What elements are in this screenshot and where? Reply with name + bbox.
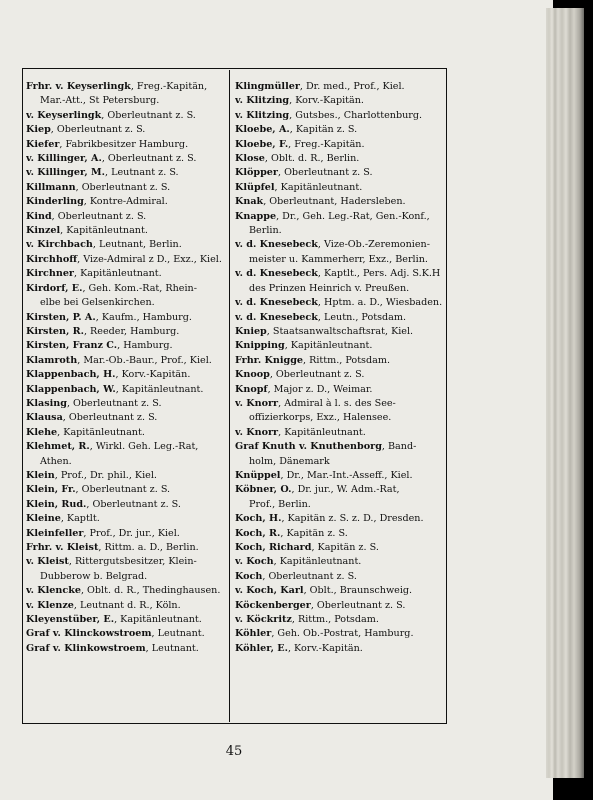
entry-name: Kirsten, P. A. bbox=[26, 311, 96, 323]
entry-name: Knoop bbox=[235, 369, 270, 381]
entry-details: , Kapitänleutnant. bbox=[278, 426, 366, 438]
entry bbox=[26, 238, 226, 252]
entry-name: Kirdorf, E. bbox=[26, 282, 83, 294]
entry-details: , Rittergutsbesitzer, Klein- bbox=[68, 556, 197, 568]
entry-name: v. d. Knesebeck bbox=[235, 239, 318, 251]
entry-name: Köckenberger bbox=[235, 599, 311, 611]
entry bbox=[26, 181, 226, 195]
entry-name: Kloebe, F. bbox=[235, 138, 289, 150]
entry-details: , Freg.-Kapitän. bbox=[288, 138, 365, 150]
entry-details: , Rittm., Potsdam. bbox=[303, 354, 390, 366]
page-number: 45 bbox=[225, 744, 243, 759]
entry bbox=[26, 440, 226, 454]
entry-details: , Oberleutnant z. S. bbox=[86, 498, 181, 510]
entry bbox=[26, 599, 226, 613]
entry-name: Kinderling bbox=[26, 196, 84, 208]
entry-name: Kleine bbox=[26, 513, 61, 525]
entry-details: , Rittm. a. D., Berlin. bbox=[98, 542, 199, 553]
entry-continuation: Prof., Berlin. bbox=[249, 498, 311, 510]
entry-name: Knopf bbox=[235, 383, 268, 395]
entry bbox=[26, 195, 226, 209]
entry bbox=[26, 555, 226, 569]
entry-details: , Dr. med., Prof., Kiel. bbox=[299, 81, 405, 92]
entry-details: , Dr., Mar.-Int.-Asseff., Kiel. bbox=[280, 469, 413, 481]
entry-details: , Kapitän z. S. z. D., Dresden. bbox=[281, 513, 424, 525]
entry-details: , Geh. Kom.-Rat, Rhein- bbox=[82, 282, 197, 294]
entry-details: , Prof., Dr. jur., Kiel. bbox=[83, 527, 180, 539]
entry-name: Klein, Rud. bbox=[26, 498, 87, 510]
entry-name: v. Kirchbach bbox=[26, 239, 93, 251]
entry bbox=[235, 642, 443, 656]
entry bbox=[26, 426, 226, 440]
entry-details: , Kapitänleutnant. bbox=[115, 383, 204, 395]
entry-name: v. Koch, Karl bbox=[235, 585, 304, 597]
entry-name: v. Klitzing bbox=[235, 109, 290, 121]
entry-details: , Prof., Dr. phil., Kiel. bbox=[54, 469, 157, 481]
entry-name: Kniep bbox=[235, 325, 267, 337]
entry bbox=[235, 483, 443, 497]
entry bbox=[26, 282, 226, 296]
entry-name: Klappenbach, W. bbox=[26, 383, 116, 395]
entry-details: , Kapitän z. S. bbox=[280, 527, 348, 539]
entry-name: v. d. Knesebeck bbox=[235, 311, 318, 323]
entry bbox=[26, 584, 226, 598]
entry-continuation: Berlin. bbox=[249, 225, 282, 237]
entry-name: v. Köckritz bbox=[235, 614, 292, 626]
entry bbox=[235, 584, 443, 598]
entry-name: Koch bbox=[235, 570, 263, 582]
entry bbox=[235, 325, 443, 339]
entry-name: v. d. Knesebeck bbox=[235, 268, 318, 280]
entry-details: , Kaptlt., Pers. Adj. S.K.H bbox=[317, 268, 441, 280]
entry bbox=[26, 627, 226, 641]
entry bbox=[235, 152, 443, 166]
entry-details: , Kapitänleutnant. bbox=[114, 614, 202, 626]
entry-continuation: des Prinzen Heinrich v. Preußen. bbox=[249, 282, 410, 294]
entry-details: , Oberleutnant z. S. bbox=[310, 599, 406, 611]
entry-details: , Korv.-Kapitän. bbox=[115, 369, 191, 381]
entry-details: , Leutnant d. R., Köln. bbox=[73, 599, 181, 611]
entry bbox=[235, 339, 443, 353]
entry-name: Kirchner bbox=[26, 268, 74, 280]
entry-details: , Oblt. d. R., Berlin. bbox=[264, 153, 360, 165]
entry bbox=[235, 109, 443, 123]
entry bbox=[26, 166, 226, 180]
entry-name: Kirsten, R. bbox=[26, 325, 84, 337]
entry-details: , Geh. Ob.-Postrat, Hamburg. bbox=[271, 628, 414, 640]
entry-details: , Kontre-Admiral. bbox=[83, 196, 168, 208]
entry bbox=[235, 426, 443, 440]
entry-details: , Kapitän z. S. bbox=[311, 542, 379, 553]
entry-name: Koch, Richard bbox=[235, 542, 312, 553]
entry bbox=[26, 411, 226, 425]
entry bbox=[26, 210, 226, 224]
entry bbox=[26, 642, 226, 656]
entry-name: Klamroth bbox=[26, 354, 78, 366]
entry-name: Graf v. Klinkowstroem bbox=[26, 642, 146, 654]
entry-name: Klingmüller bbox=[235, 81, 300, 92]
entry bbox=[235, 527, 443, 541]
entry-name: Graf v. Klinckowstroem bbox=[26, 628, 152, 640]
entry bbox=[26, 527, 226, 541]
entry-name: Kleyenstüber, E. bbox=[26, 614, 115, 626]
entry-details: , Oberleutnant z. S. bbox=[62, 412, 158, 424]
entry-details: , Freg.-Kapitän, bbox=[130, 81, 208, 92]
entry-continuation: Mar.-Att., St Petersburg. bbox=[40, 95, 160, 107]
entry-details: , Oblt., Braunschweig. bbox=[303, 585, 413, 597]
entry bbox=[235, 383, 443, 397]
entry-name: Kirsten, Franz C. bbox=[26, 340, 118, 352]
entry-details: , Kapitänleutnant. bbox=[74, 268, 162, 280]
entry-details: , Korv.-Kapitän. bbox=[287, 642, 363, 654]
entry-details: , Oberleutnant z. S. bbox=[101, 153, 197, 165]
entry-name: v. d. Knesebeck bbox=[235, 297, 318, 309]
entry bbox=[235, 570, 443, 584]
entry-details: , Dr., Geh. Leg.-Rat, Gen.-Konf., bbox=[276, 210, 430, 222]
entry bbox=[26, 339, 226, 353]
entry-details: , Oberleutnant z. S. bbox=[66, 397, 162, 409]
entry bbox=[26, 541, 226, 555]
entry-name: Knappe bbox=[235, 210, 277, 222]
entry-details: , Kapitänleutnant. bbox=[273, 556, 362, 568]
entry-name: Klein, Fr. bbox=[26, 484, 76, 496]
entry bbox=[26, 253, 226, 267]
entry-details: , Dr. jur., W. Adm.-Rat, bbox=[291, 484, 400, 496]
entry-details: , Staatsanwaltschaftsrat, Kiel. bbox=[266, 325, 414, 337]
entry bbox=[26, 397, 226, 411]
entry-name: Klasing bbox=[26, 397, 67, 409]
entry-details: , Mar.-Ob.-Baur., Prof., Kiel. bbox=[77, 354, 212, 366]
entry bbox=[26, 512, 226, 526]
entry-name: Kirchhoff bbox=[26, 253, 78, 265]
entry-name: v. Kleist bbox=[26, 556, 69, 568]
entry-name: v. Koch bbox=[235, 556, 274, 568]
entry-details: , Oberleutnant z. S. bbox=[75, 484, 171, 496]
entry bbox=[235, 613, 443, 627]
entry-continuation: offizierkorps, Exz., Halensee. bbox=[249, 412, 392, 424]
entry-details: , Oblt. d. R., Thedinghausen. bbox=[80, 585, 221, 597]
entry bbox=[235, 599, 443, 613]
entry-details: , Oberleutnant z. S. bbox=[262, 570, 357, 582]
entry-name: Klöpper bbox=[235, 167, 278, 179]
entry-details: , Oberleutnant z. S. bbox=[269, 369, 365, 381]
entry-continuation: elbe bei Gelsenkirchen. bbox=[40, 297, 155, 309]
entry-name: v. Killinger, A. bbox=[26, 153, 102, 165]
entry-name: Klappenbach, H. bbox=[26, 369, 116, 381]
entry-details: , Oberleutnant z. S. bbox=[50, 124, 146, 136]
entry-continuation: Athen. bbox=[40, 455, 72, 467]
entry-details: , Oberleutnant z. S. bbox=[75, 181, 171, 193]
entry bbox=[235, 555, 443, 569]
entry-details: , Kapitänleutnant. bbox=[60, 225, 148, 237]
left-column bbox=[26, 80, 226, 656]
entry bbox=[235, 354, 443, 368]
entry bbox=[26, 383, 226, 397]
entry bbox=[26, 311, 226, 325]
entry-name: Köhler, E. bbox=[235, 642, 288, 654]
entry bbox=[235, 469, 443, 483]
entry bbox=[26, 469, 226, 483]
entry bbox=[235, 166, 443, 180]
entry-name: Kiefer bbox=[26, 138, 60, 150]
entry-details: , Kapitänleutnant. bbox=[274, 181, 363, 193]
entry-details: , Kapitänleutnant. bbox=[57, 426, 145, 438]
entry bbox=[235, 541, 443, 555]
entry-continuation: holm, Dänemark bbox=[249, 455, 330, 467]
entry-name: Klehe bbox=[26, 426, 58, 438]
entry bbox=[235, 627, 443, 641]
entry bbox=[26, 354, 226, 368]
entry-details: , Kapitänleutnant. bbox=[284, 340, 373, 352]
entry bbox=[26, 613, 226, 627]
entry bbox=[235, 123, 443, 137]
entry bbox=[235, 267, 443, 281]
entry-name: v. Keyserlingk bbox=[26, 109, 102, 121]
entry-details: , Leutn., Potsdam. bbox=[317, 311, 407, 323]
entry-name: Knipping bbox=[235, 340, 285, 352]
entry-name: Kiep bbox=[26, 124, 51, 136]
entry-details: , Leutnant z. S. bbox=[105, 167, 179, 179]
entry-name: Klausa bbox=[26, 412, 63, 424]
entry bbox=[235, 311, 443, 325]
entry bbox=[26, 483, 226, 497]
entry-name: Klose bbox=[235, 153, 265, 165]
entry-name: Graf Knuth v. Knuthenborg bbox=[235, 441, 382, 453]
entry-name: Kinzel bbox=[26, 225, 61, 237]
entry-name: Kleinfeller bbox=[26, 527, 84, 539]
entry-name: Klüpfel bbox=[235, 181, 275, 193]
entry-name: Klehmet, R. bbox=[26, 441, 90, 453]
entry-details: , Vize-Admiral z D., Exz., Kiel. bbox=[77, 253, 222, 265]
entry-details: , Leutnant, Berlin. bbox=[92, 239, 182, 251]
entry bbox=[26, 267, 226, 281]
entry-name: Köhler bbox=[235, 628, 272, 640]
entry bbox=[26, 325, 226, 339]
entry-name: Kind bbox=[26, 210, 52, 222]
column-divider bbox=[229, 70, 230, 722]
entry-details: , Reeder, Hamburg. bbox=[83, 325, 180, 337]
entry bbox=[235, 512, 443, 526]
entry-name: Köbner, O. bbox=[235, 484, 292, 496]
entry bbox=[235, 195, 443, 209]
entry bbox=[235, 80, 443, 94]
entry-details: , Gutsbes., Charlottenburg. bbox=[289, 109, 423, 121]
entry-name: Frhr. v. Kleist bbox=[26, 542, 99, 553]
page-edges bbox=[546, 8, 584, 778]
entry-name: Klein bbox=[26, 469, 55, 481]
entry-details: , Oberleutnant z. S. bbox=[51, 210, 147, 222]
entry bbox=[26, 498, 226, 512]
entry-name: v. Klitzing bbox=[235, 95, 290, 107]
entry bbox=[235, 397, 443, 411]
entry-details: , Hptm. a. D., Wiesbaden. bbox=[317, 297, 443, 309]
entry-details: , Rittm., Potsdam. bbox=[291, 614, 379, 626]
entry-name: Kloebe, A. bbox=[235, 124, 290, 136]
entry bbox=[26, 368, 226, 382]
entry-name: v. Knorr bbox=[235, 397, 279, 409]
entry-details: , Hamburg. bbox=[117, 340, 173, 352]
entry bbox=[26, 80, 226, 94]
entry-name: Knüppel bbox=[235, 469, 281, 481]
entry-details: , Oberleutnant, Hadersleben. bbox=[263, 196, 406, 208]
entry-continuation: Dubberow b. Belgrad. bbox=[40, 570, 148, 582]
entry-name: v. Killinger, M. bbox=[26, 167, 105, 179]
entry-name: v. Klenze bbox=[26, 599, 74, 611]
entry bbox=[26, 109, 226, 123]
entry-details: , Admiral à l. s. des See- bbox=[278, 397, 396, 409]
entry-continuation: meister u. Kammerherr, Exz., Berlin. bbox=[249, 253, 428, 265]
entry-details: , Vize-Ob.-Zeremonien- bbox=[317, 239, 430, 251]
entry-name: Knak bbox=[235, 196, 264, 208]
entry-name: Koch, R. bbox=[235, 527, 281, 539]
entry bbox=[26, 224, 226, 238]
entry-name: v. Knorr bbox=[235, 426, 279, 438]
entry-details: , Leutnant. bbox=[151, 628, 205, 640]
entry-name: Frhr. Knigge bbox=[235, 354, 304, 366]
entry-details: , Major z. D., Weimar. bbox=[267, 383, 373, 395]
entry-details: , Leutnant. bbox=[145, 642, 199, 654]
entry-details: , Kaufm., Hamburg. bbox=[95, 311, 192, 323]
entry bbox=[235, 238, 443, 252]
entry-details: , Fabrikbesitzer Hamburg. bbox=[59, 138, 189, 150]
entry-details: , Oberleutnant z. S. bbox=[101, 109, 196, 121]
entry bbox=[26, 138, 226, 152]
entry-details: , Oberleutnant z. S. bbox=[277, 167, 373, 179]
entry-details: , Kapitän z. S. bbox=[289, 124, 358, 136]
entry bbox=[235, 368, 443, 382]
right-column bbox=[235, 80, 443, 656]
entry-details: , Korv.-Kapitän. bbox=[289, 95, 364, 107]
entry bbox=[235, 296, 443, 310]
entry bbox=[26, 152, 226, 166]
entry-name: Killmann bbox=[26, 181, 76, 193]
entry bbox=[235, 138, 443, 152]
entry-details: , Band- bbox=[381, 441, 417, 453]
entry bbox=[26, 123, 226, 137]
entry-name: v. Klencke bbox=[26, 585, 81, 597]
entry-details: , Wirkl. Geh. Leg.-Rat, bbox=[89, 441, 199, 453]
entry bbox=[235, 210, 443, 224]
entry-details: , Kaptlt. bbox=[60, 513, 100, 525]
entry-name: Frhr. v. Keyserlingk bbox=[26, 81, 131, 92]
entry bbox=[235, 181, 443, 195]
entry-name: Koch, H. bbox=[235, 513, 282, 525]
entry bbox=[235, 94, 443, 108]
entry bbox=[235, 440, 443, 454]
